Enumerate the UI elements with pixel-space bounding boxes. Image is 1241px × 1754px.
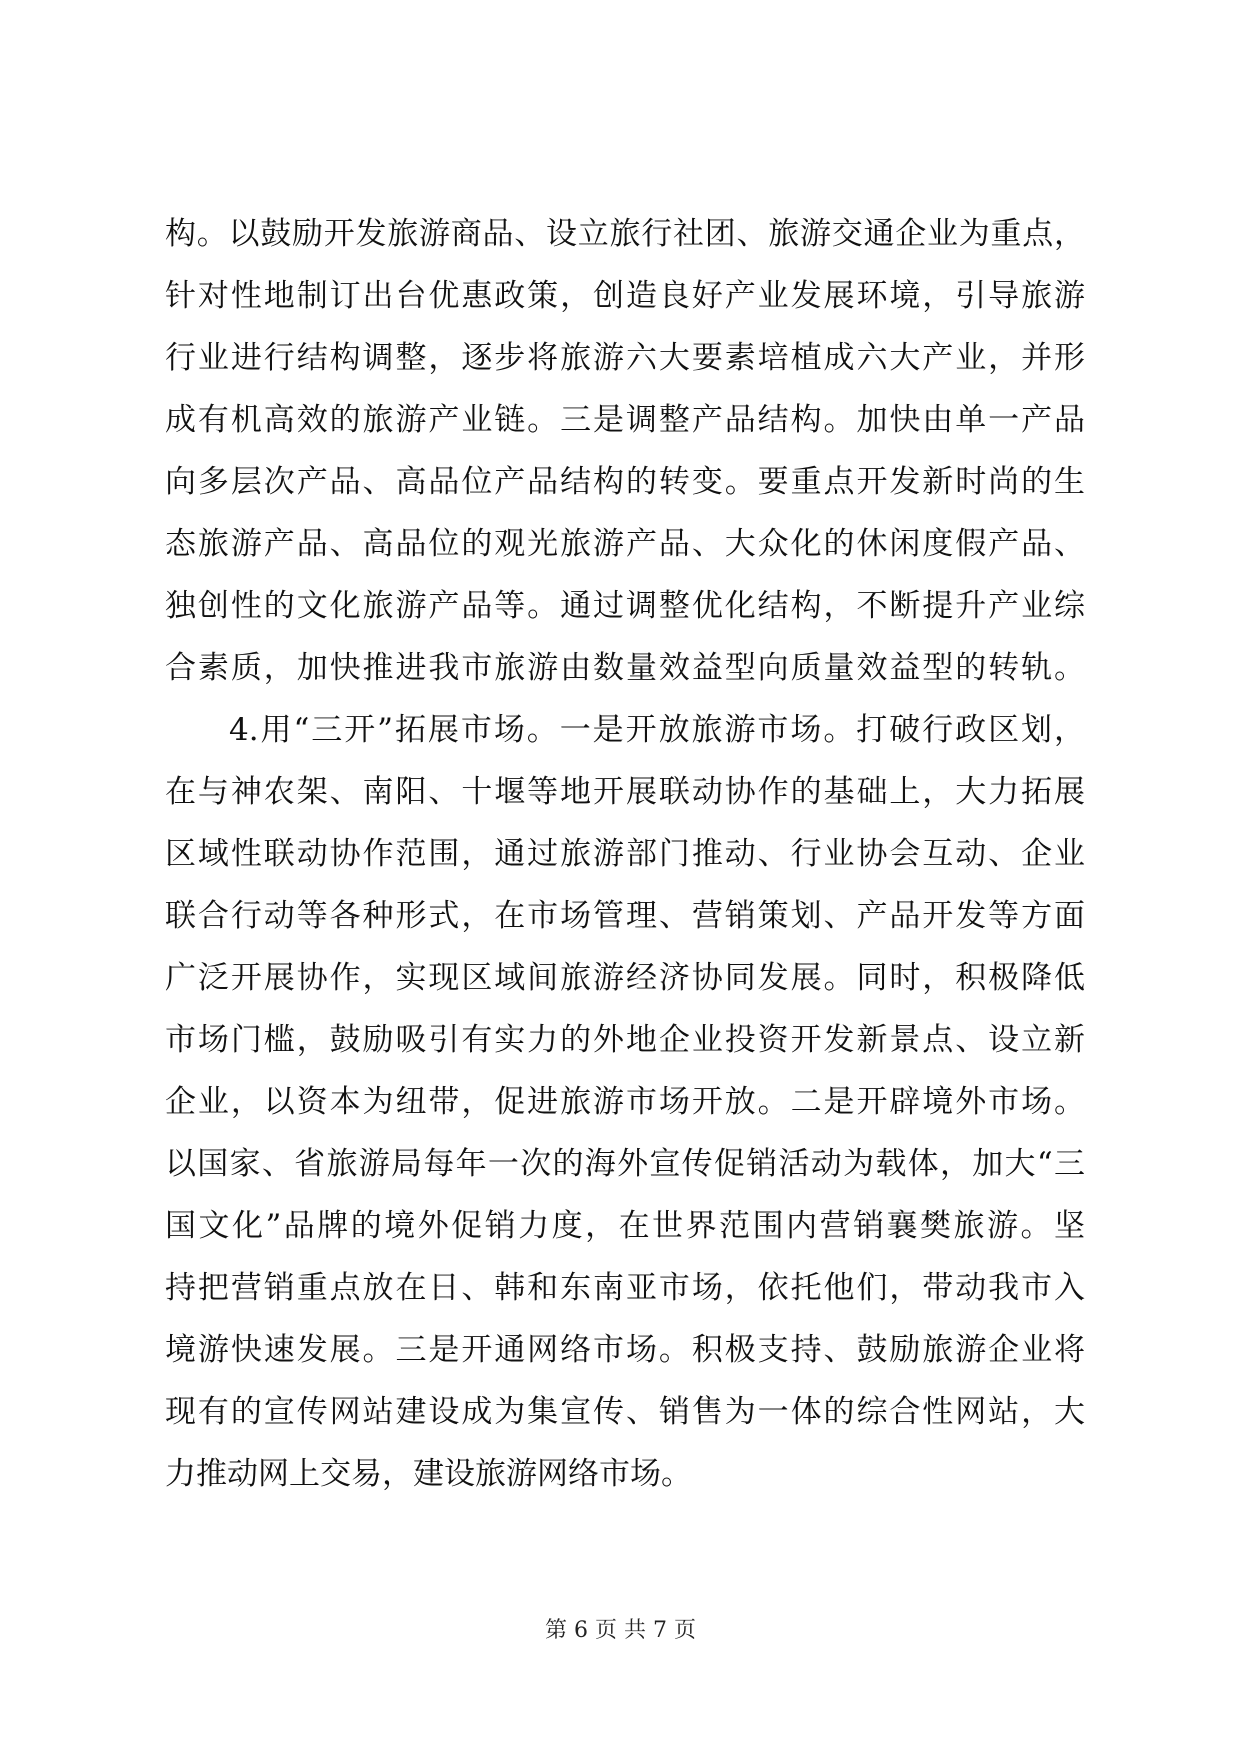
body-text xyxy=(165,203,1085,1505)
text-line: 合素质，加快推进我市旅游由数量效益型向质量效益型的转轨。 xyxy=(165,650,1085,686)
text-line: 行业进行结构调整，逐步将旅游六大要素培植成六大产业，并形 xyxy=(165,340,1085,376)
text-line: 向多层次产品、高品位产品结构的转变。要重点开发新时尚的生 xyxy=(165,464,1085,500)
text-line: 以国家、省旅游局每年一次的海外宣传促销活动为载体，加大“三 xyxy=(165,1146,1085,1182)
text-line: 构。以鼓励开发旅游商品、设立旅行社团、旅游交通企业为重点， xyxy=(165,216,1085,252)
text-line: 针对性地制订出台优惠政策，创造良好产业发展环境，引导旅游 xyxy=(165,278,1085,314)
text-line: 在与神农架、南阳、十堰等地开展联动协作的基础上，大力拓展 xyxy=(165,774,1085,810)
text-line: 独创性的文化旅游产品等。通过调整优化结构，不断提升产业综 xyxy=(165,588,1085,624)
page-footer: 第 6 页 共 7 页 xyxy=(545,1618,696,1643)
text-line: 成有机高效的旅游产业链。三是调整产品结构。加快由单一产品 xyxy=(165,402,1085,438)
paragraph-end-line: 力推动网上交易，建设旅游网络市场。 xyxy=(165,1456,692,1492)
paragraph-start-line: 4.用“三开”拓展市场。一是开放旅游市场。打破行政区划， xyxy=(229,712,1085,748)
text-line: 现有的宣传网站建设成为集宣传、销售为一体的综合性网站，大 xyxy=(165,1394,1085,1430)
text-line: 市场门槛，鼓励吸引有实力的外地企业投资开发新景点、设立新 xyxy=(165,1022,1085,1058)
text-line: 国文化”品牌的境外促销力度，在世界范围内营销襄樊旅游。坚 xyxy=(165,1208,1085,1244)
text-line: 持把营销重点放在日、韩和东南亚市场，依托他们，带动我市入 xyxy=(165,1270,1085,1306)
text-line: 态旅游产品、高品位的观光旅游产品、大众化的休闲度假产品、 xyxy=(165,526,1085,562)
text-line: 联合行动等各种形式，在市场管理、营销策划、产品开发等方面 xyxy=(165,898,1085,934)
text-line: 广泛开展协作，实现区域间旅游经济协同发展。同时，积极降低 xyxy=(165,960,1085,996)
text-line: 境游快速发展。三是开通网络市场。积极支持、鼓励旅游企业将 xyxy=(165,1332,1085,1368)
text-line: 区域性联动协作范围，通过旅游部门推动、行业协会互动、企业 xyxy=(165,836,1085,872)
text-line: 企业，以资本为纽带，促进旅游市场开放。二是开辟境外市场。 xyxy=(165,1084,1085,1120)
